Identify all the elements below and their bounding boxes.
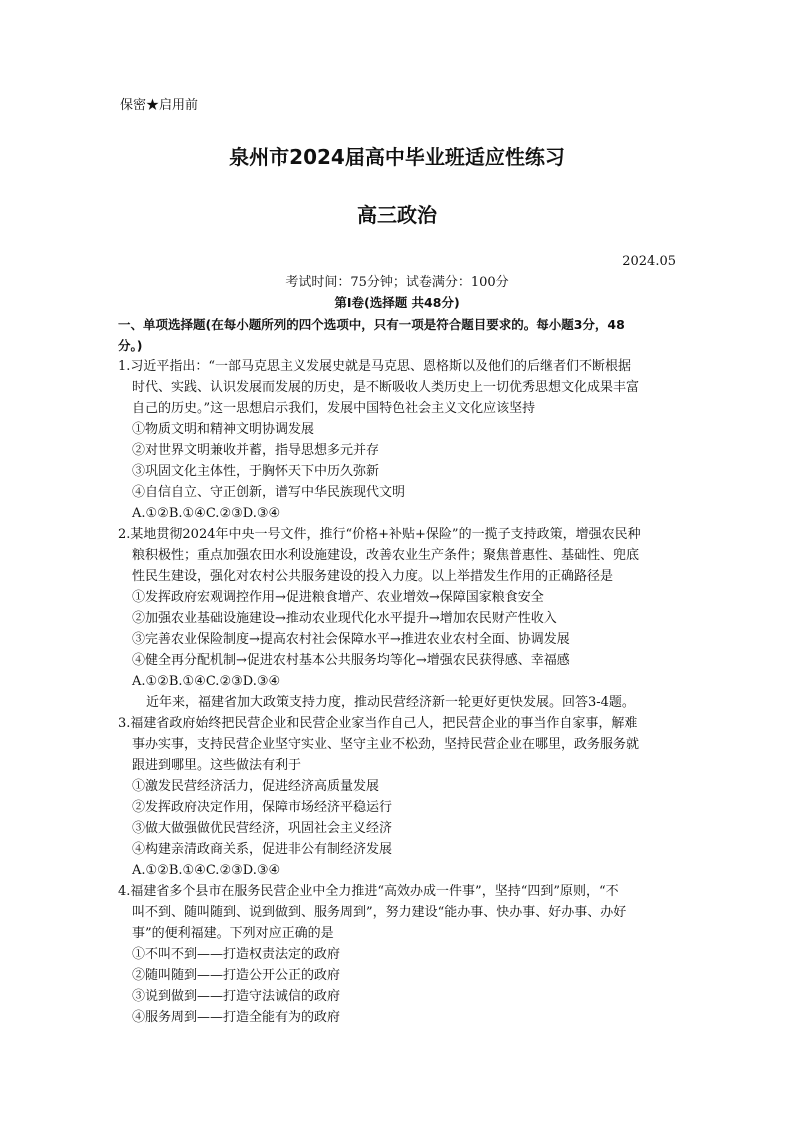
part-title: 第I卷(选择题 共48分) (334, 295, 460, 310)
q1-option-2: ②对世界文明兼收并蓄，指导思想多元并存 (132, 443, 380, 458)
q1-option-3: ③巩固文化主体性，于胸怀天下中历久弥新 (132, 464, 380, 479)
q1-answer-choices: A.①②B.①④C.②③D.③④ (132, 506, 281, 521)
q1-stem-line-2: 时代、实践、认识发展而发展的历史，是不断吸收人类历史上一切优秀思想文化成果丰富 (132, 380, 640, 395)
exam-subject: 高三政治 (357, 203, 437, 227)
q4-stem-line-2: 叫不到、随叫随到、说到做到、服务周到”，努力建设“能办事、快办事、好办事、办好 (132, 905, 627, 920)
q1-stem-line-3: 自己的历史。”这一思想启示我们，发展中国特色社会主义文化应该坚持 (132, 401, 536, 416)
q3-4-intro: 近年来，福建省加大政策支持力度，推动民营经济新一轮更好更快发展。回答3-4题。 (146, 695, 635, 710)
q2-answer-choices: A.①②B.①④C.②③D.③④ (132, 674, 281, 689)
q2-option-4: ④健全再分配机制→促进农村基本公共服务均等化→增强农民获得感、幸福感 (132, 653, 570, 668)
q3-stem-line-1: 3.福建省政府始终把民营企业和民营企业家当作自己人，把民营企业的事当作自家事，解难 (118, 716, 638, 731)
q4-stem-line-1: 4.福建省多个县市在服务民营企业中全力推进“高效办成一件事”，坚持“四到”原则，“不 (118, 884, 619, 899)
q4-option-2: ②随叫随到——打造公开公正的政府 (132, 968, 341, 983)
q2-stem-line-3: 性民生建设，强化对农村公共服务建设的投入力度。以上举措发生作用的正确路径是 (132, 569, 614, 584)
q2-stem-line-2: 粮积极性；重点加强农田水利设施建设，改善农业生产条件；聚焦普惠性、基础性、兜底 (132, 548, 640, 563)
q3-stem-line-3: 跟进到哪里。这些做法有利于 (132, 758, 302, 773)
q3-stem-line-2: 事办实事，支持民营企业坚守实业、坚守主业不松劲，坚持民营企业在哪里，政务服务就 (132, 737, 640, 752)
exam-date: 2024.05 (622, 254, 676, 269)
q4-stem-line-3: 事”的便利福建。下列对应正确的是 (132, 926, 334, 941)
q4-option-3: ③说到做到——打造守法诚信的政府 (132, 989, 341, 1004)
section-heading-line-2: 分。) (118, 338, 143, 353)
secret-mark: 保密★启用前 (120, 98, 199, 113)
q2-option-2: ②加强农业基础设施建设→推动农业现代化水平提升→增加农民财产性收入 (132, 611, 557, 626)
q3-option-4: ④构建亲清政商关系，促进非公有制经济发展 (132, 842, 393, 857)
q1-option-1: ①物质文明和精神文明协调发展 (132, 422, 315, 437)
q3-option-3: ③做大做强做优民营经济，巩固社会主义经济 (132, 821, 393, 836)
q3-option-1: ①激发民营经济活力，促进经济高质量发展 (132, 779, 380, 794)
q2-option-3: ③完善农业保险制度→提高农村社会保障水平→推进农业农村全面、协调发展 (132, 632, 570, 647)
exam-title: 泉州市2024届高中毕业班适应性练习 (229, 145, 565, 169)
q3-option-2: ②发挥政府决定作用，保障市场经济平稳运行 (132, 800, 393, 815)
q4-option-4: ④服务周到——打造全能有为的政府 (132, 1010, 341, 1025)
section-heading-line-1: 一、单项选择题(在每小题所列的四个选项中，只有一项是符合题目要求的。每小题3分，48 (118, 317, 625, 332)
q4-option-1: ①不叫不到——打造权责法定的政府 (132, 947, 341, 962)
q2-option-1: ①发挥政府宏观调控作用→促进粮食增产、农业增效→保障国家粮食安全 (132, 590, 544, 605)
q2-stem-line-1: 2.某地贯彻2024年中央一号文件，推行“价格+补贴+保险”的一揽子支持政策，增强农民种 (118, 527, 641, 542)
exam-info: 考试时间：75分钟；试卷满分：100分 (285, 275, 509, 290)
q1-stem-line-1: 1.习近平指出：“一部马克思主义发展史就是马克思、恩格斯以及他们的后继者们不断根据 (118, 359, 632, 374)
q3-answer-choices: A.①②B.①④C.②③D.③④ (132, 863, 281, 878)
q1-option-4: ④自信自立、守正创新，谱写中华民族现代文明 (132, 485, 406, 500)
